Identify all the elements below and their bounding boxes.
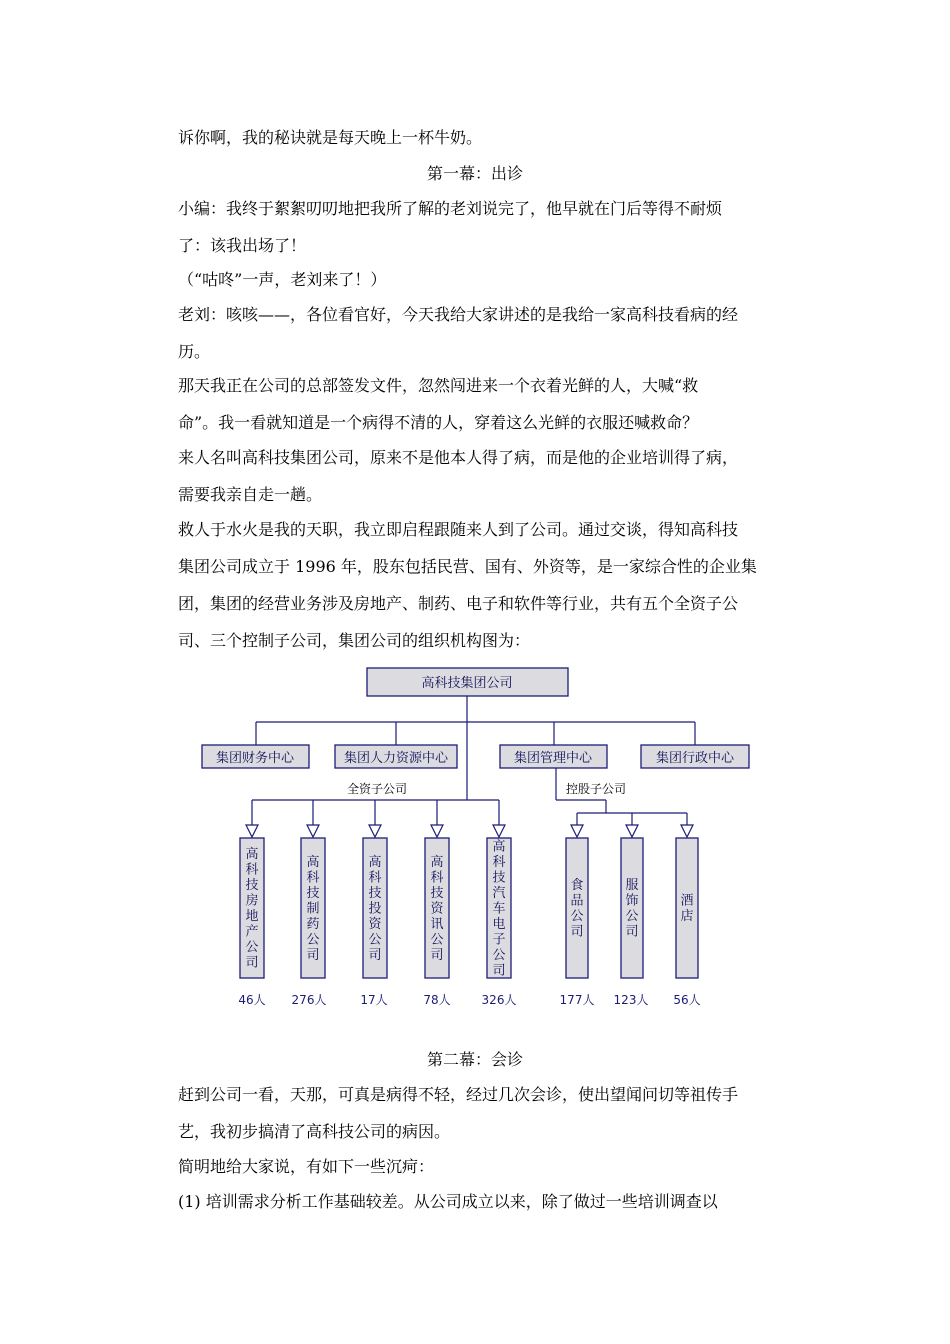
subsidiary-label-char: 讯 <box>430 916 444 932</box>
text-line-2: 小编：我终于絮絮叨叨地把我所了解的老刘说完了，他早就在门后等得不耐烦 <box>178 199 723 218</box>
arrow-icon <box>431 825 443 837</box>
subsidiary-label-char: 科 <box>492 854 506 870</box>
heading-act-two: 第二幕：会诊 <box>426 1050 523 1069</box>
subsidiary-label-char: 店 <box>680 909 694 924</box>
label-holding: 控股子公司 <box>566 782 627 796</box>
subsidiary-label-char: 技 <box>430 885 444 901</box>
arrow-icon <box>493 825 505 837</box>
text-line-6: 历。 <box>178 342 211 361</box>
headcount-auto-electronics: 326人 <box>481 993 517 1007</box>
headcount-apparel: 123人 <box>613 993 649 1007</box>
headcount-info: 78人 <box>423 993 451 1007</box>
subsidiary-label-char: 投 <box>368 901 382 917</box>
subsidiary-label-char: 资 <box>368 916 382 932</box>
subsidiary-label-char: 司 <box>492 963 506 979</box>
text-line-15: 赶到公司一看，天那，可真是病得不轻，经过几次会诊，使出望闻问切等祖传手 <box>178 1085 739 1104</box>
text-line-8: 命”。我一看就知道是一个病得不清的人，穿着这么光鲜的衣服还喊救命？ <box>178 413 699 432</box>
arrow-icon <box>246 825 258 837</box>
subsidiary-label-char: 产 <box>245 924 259 940</box>
subsidiary-label-char: 地 <box>245 909 259 924</box>
subsidiary-label-char: 药 <box>306 916 320 932</box>
subsidiary-label-char: 司 <box>570 924 584 940</box>
subsidiary-label-char: 公 <box>625 909 639 924</box>
text-line-11: 救人于水火是我的天职，我立即启程跟随来人到了公司。通过交谈，得知高科技 <box>178 520 739 539</box>
text-line-3: 了：该我出场了！ <box>178 236 307 255</box>
subsidiary-label-char: 公 <box>306 932 320 948</box>
arrow-icon <box>369 825 381 837</box>
subsidiary-label-char: 子 <box>492 932 506 948</box>
headcount-pharma: 276人 <box>291 993 327 1007</box>
text-line-17: 简明地给大家说，有如下一些沉疴： <box>178 1157 435 1176</box>
subsidiary-label-char: 汽 <box>492 885 506 901</box>
subsidiary-label-char: 高 <box>492 839 506 855</box>
text-line-13: 团，集团的经营业务涉及房地产、制药、电子和软件等行业，共有五个全资子公 <box>178 594 739 613</box>
subsidiary-label-char: 技 <box>245 878 259 893</box>
subsidiary-label-char: 高 <box>306 854 320 870</box>
subsidiary-label-char: 技 <box>306 885 320 901</box>
subsidiary-label-char: 品 <box>570 893 584 909</box>
center-label-finance: 集团财务中心 <box>215 751 295 766</box>
text-line-4: （“咕咚”一声，老刘来了！） <box>178 270 387 289</box>
subsidiary-label-char: 司 <box>625 924 639 940</box>
label-wholly-owned: 全资子公司 <box>347 782 408 796</box>
subsidiary-label-char: 技 <box>492 870 506 886</box>
headcount-hotel: 56人 <box>673 993 701 1007</box>
text-line-1: 诉你啊，我的秘诀就是每天晚上一杯牛奶。 <box>178 128 483 147</box>
subsidiary-label-char: 高 <box>368 854 382 870</box>
text-line-10: 需要我亲自走一趟。 <box>178 485 323 504</box>
subsidiary-label-char: 司 <box>368 947 382 963</box>
arrow-icon <box>571 825 583 837</box>
subsidiary-label-char: 司 <box>306 947 320 963</box>
root-label: 高科技集团公司 <box>421 676 513 691</box>
text-line-7: 那天我正在公司的总部签发文件，忽然闯进来一个衣着光鲜的人，大喊“救 <box>178 376 699 395</box>
headcount-real-estate: 46人 <box>238 993 266 1007</box>
subsidiary-label-char: 制 <box>306 901 320 917</box>
text-line-12: 集团公司成立于 1996 年，股东包括民营、国有、外资等，是一家综合性的企业集 <box>178 557 757 576</box>
subsidiary-label-char: 科 <box>368 870 382 886</box>
subsidiary-label-char: 司 <box>245 955 259 971</box>
org-chart <box>0 660 950 1020</box>
subsidiary-label-char: 科 <box>306 870 320 886</box>
subsidiary-label-char: 公 <box>492 947 506 963</box>
heading-act-one: 第一幕：出诊 <box>426 164 523 183</box>
subsidiary-label-char: 电 <box>492 916 506 932</box>
center-label-management: 集团管理中心 <box>513 751 593 766</box>
text-line-16: 艺，我初步搞清了高科技公司的病因。 <box>178 1122 451 1141</box>
text-line-18: (1) 培训需求分析工作基础较差。从公司成立以来，除了做过一些培训调查以 <box>178 1192 718 1211</box>
subsidiary-label-char: 公 <box>368 932 382 948</box>
subsidiary-label-char: 食 <box>570 878 584 893</box>
subsidiary-label-char: 高 <box>430 854 444 870</box>
subsidiary-label-char: 公 <box>245 940 259 955</box>
subsidiary-label-char: 技 <box>368 885 382 901</box>
headcount-investment: 17人 <box>360 993 388 1007</box>
center-label-hr: 集团人力资源中心 <box>343 751 449 766</box>
subsidiary-label-char: 科 <box>430 870 444 886</box>
subsidiary-label-char: 高 <box>245 847 259 862</box>
subsidiary-label-char: 资 <box>430 901 444 917</box>
subsidiary-label-char: 酒 <box>680 893 694 909</box>
center-label-admin: 集团行政中心 <box>655 751 735 766</box>
subsidiary-label-char: 司 <box>430 947 444 963</box>
arrow-icon <box>681 825 693 837</box>
arrow-icon <box>307 825 319 837</box>
subsidiary-label-char: 车 <box>492 901 506 917</box>
subsidiary-label-char: 科 <box>245 862 259 878</box>
subsidiary-label-char: 服 <box>625 878 639 893</box>
arrow-icon <box>626 825 638 837</box>
text-line-9: 来人名叫高科技集团公司，原来不是他本人得了病，而是他的企业培训得了病， <box>178 448 739 467</box>
subsidiary-label-char: 公 <box>430 932 444 948</box>
subsidiary-label-char: 公 <box>570 909 584 924</box>
subsidiary-label-char: 饰 <box>625 893 639 909</box>
text-line-5: 老刘：咳咳——，各位看官好，今天我给大家讲述的是我给一家高科技看病的经 <box>178 305 739 324</box>
headcount-food: 177人 <box>559 993 595 1007</box>
text-line-14: 司、三个控制子公司，集团公司的组织机构图为： <box>178 631 531 650</box>
subsidiary-label-char: 房 <box>245 893 259 909</box>
